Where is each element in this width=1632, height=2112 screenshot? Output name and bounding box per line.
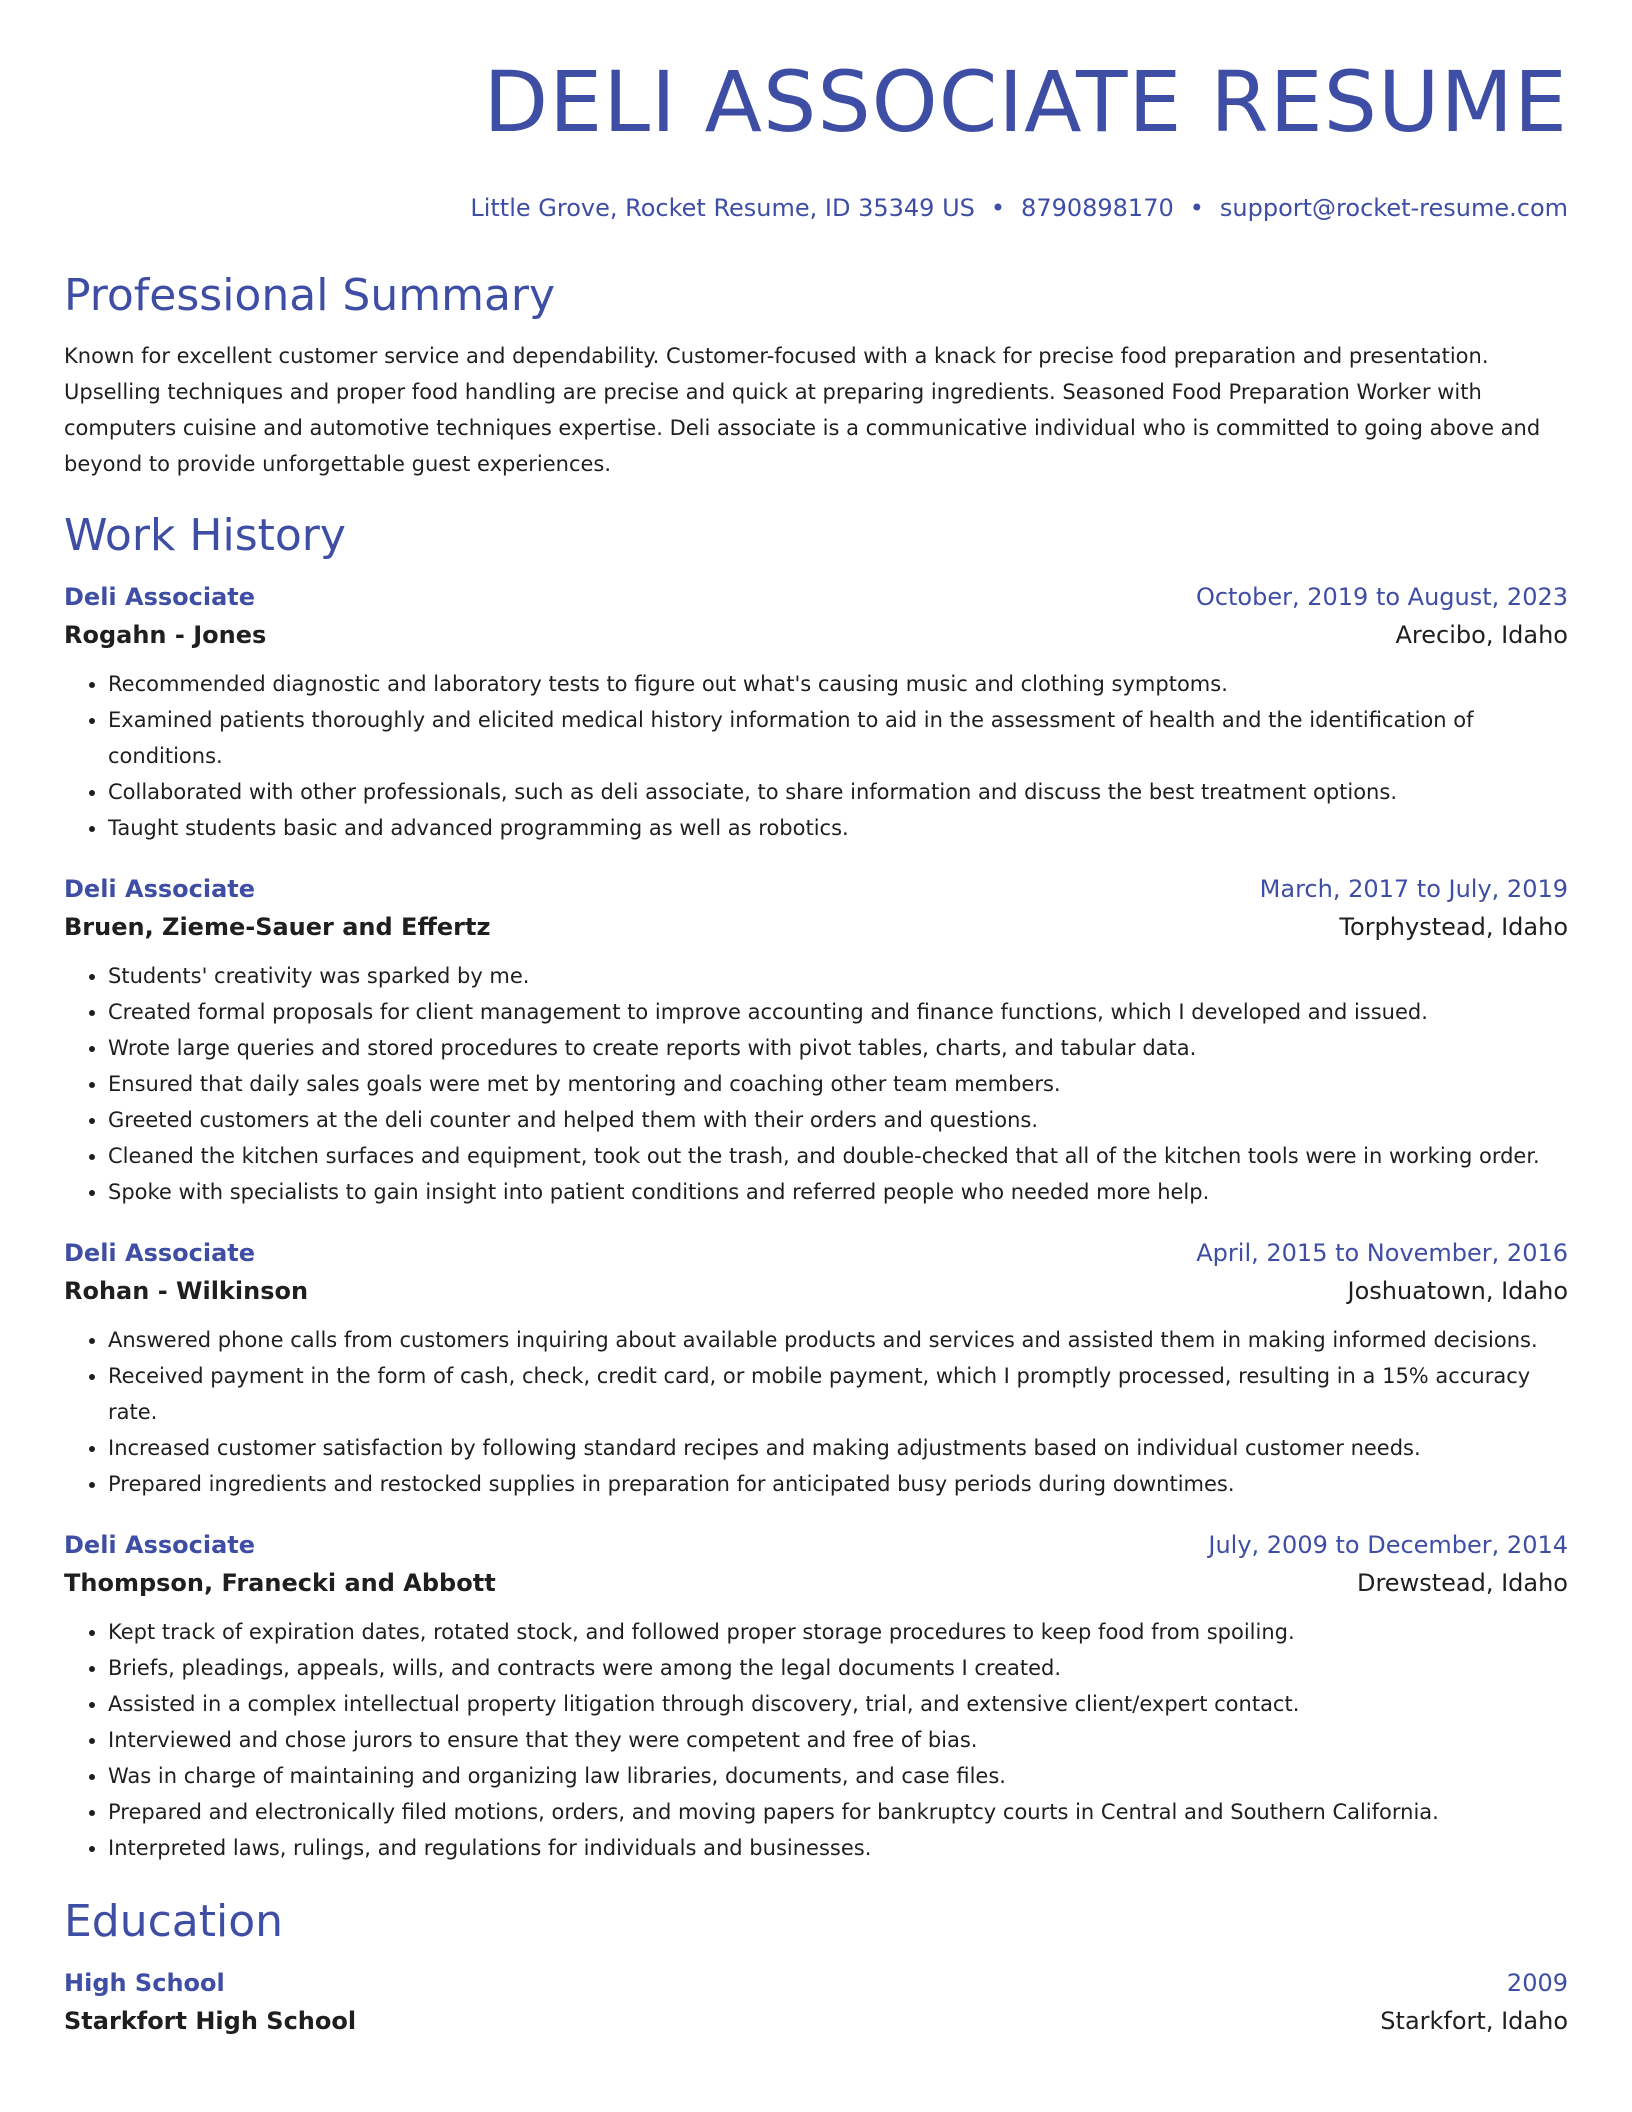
job-bullet-item: • Students' creativity was sparked by me. bbox=[108, 958, 1568, 994]
job-entry bbox=[64, 870, 1568, 1210]
job-entry bbox=[64, 578, 1568, 846]
work-history-heading: Work History bbox=[64, 510, 346, 561]
job-bullet-item: • Recommended diagnostic and laboratory tests to figure out what's causing music and clothing symptoms. bbox=[108, 666, 1568, 702]
job-dates: October, 2019 to August, 2023 bbox=[1195, 583, 1568, 611]
job-row-bottom bbox=[64, 908, 1568, 946]
job-bullet-item: • Increased customer satisfaction by following standard recipes and making adjustments based on individual customer needs. bbox=[108, 1430, 1568, 1466]
summary-heading: Professional Summary bbox=[64, 270, 556, 321]
job-bullets bbox=[64, 1322, 1568, 1502]
job-bullets bbox=[64, 958, 1568, 1210]
job-location: Drewstead, Idaho bbox=[1356, 1569, 1568, 1597]
job-row-top bbox=[64, 1526, 1568, 1564]
job-row-top bbox=[64, 1234, 1568, 1272]
job-bullets bbox=[64, 666, 1568, 846]
education-heading: Education bbox=[64, 1896, 284, 1947]
job-location: Arecibo, Idaho bbox=[1395, 621, 1568, 649]
job-company: Rohan - Wilkinson bbox=[64, 1277, 309, 1305]
job-bullet-item: • Was in charge of maintaining and organizing law libraries, documents, and case files. bbox=[108, 1758, 1568, 1794]
contact-address: Little Grove, Rocket Resume, ID 35349 US bbox=[470, 194, 975, 222]
job-bullet-item: • Wrote large queries and stored procedures to create reports with pivot tables, charts, and tabular data. bbox=[108, 1030, 1568, 1066]
contact-separator: • bbox=[1189, 194, 1204, 222]
job-location: Joshuatown, Idaho bbox=[1347, 1277, 1568, 1305]
job-title: Deli Associate bbox=[64, 583, 256, 611]
job-title: Deli Associate bbox=[64, 1239, 256, 1267]
job-row-top bbox=[64, 870, 1568, 908]
job-company: Thompson, Franecki and Abbott bbox=[64, 1569, 496, 1597]
job-row-bottom bbox=[64, 616, 1568, 654]
job-bullet-item: • Examined patients thoroughly and elicited medical history information to aid in the assessment of health and the identification of conditions. bbox=[108, 702, 1568, 774]
job-bullet-item: • Briefs, pleadings, appeals, wills, and contracts were among the legal documents I created. bbox=[108, 1650, 1568, 1686]
job-bullet-item: • Ensured that daily sales goals were met by mentoring and coaching other team members. bbox=[108, 1066, 1568, 1102]
job-row-top bbox=[64, 578, 1568, 616]
job-bullet-item: • Kept track of expiration dates, rotated stock, and followed proper storage procedures to keep food from spoiling. bbox=[108, 1614, 1568, 1650]
job-bullet-item: • Interpreted laws, rulings, and regulations for individuals and businesses. bbox=[108, 1830, 1568, 1866]
summary-text: Known for excellent customer service and dependability. Customer-focused with a knack for precise food preparation and presentation. Upselling techniques and proper food handling are precise and quick at preparing ingredients. Seasoned Food Preparation Worker with computers cuisine and automotive techniques expertise. Deli associate is a communicative individual who is committed to going above and beyond to provide unforgettable guest experiences. bbox=[64, 344, 1541, 476]
job-title: Deli Associate bbox=[64, 875, 256, 903]
education-row-top bbox=[64, 1964, 1568, 2002]
job-bullet-item: • Spoke with specialists to gain insight into patient conditions and referred people who needed more help. bbox=[108, 1174, 1568, 1210]
job-bullet-item: • Collaborated with other professionals, such as deli associate, to share information and discuss the best treatment options. bbox=[108, 774, 1568, 810]
education-entry bbox=[64, 1964, 1568, 2040]
job-dates: March, 2017 to July, 2019 bbox=[1259, 875, 1568, 903]
job-bullet-item: • Prepared ingredients and restocked supplies in preparation for anticipated busy periods during downtimes. bbox=[108, 1466, 1568, 1502]
job-bullet-item: • Greeted customers at the deli counter and helped them with their orders and questions. bbox=[108, 1102, 1568, 1138]
job-bullet-item: • Cleaned the kitchen surfaces and equipment, took out the trash, and double-checked that all of the kitchen tools were in working order. bbox=[108, 1138, 1568, 1174]
job-entry bbox=[64, 1526, 1568, 1866]
job-entry bbox=[64, 1234, 1568, 1502]
page-title: DELI ASSOCIATE RESUME bbox=[483, 53, 1568, 151]
job-title: Deli Associate bbox=[64, 1531, 256, 1559]
education-year: 2009 bbox=[1506, 1969, 1568, 1997]
contact-line bbox=[64, 192, 1568, 224]
job-company: Bruen, Zieme-Sauer and Effertz bbox=[64, 913, 491, 941]
education-degree: High School bbox=[64, 1969, 225, 1997]
job-bullet-item: • Assisted in a complex intellectual property litigation through discovery, trial, and extensive client/expert contact. bbox=[108, 1686, 1568, 1722]
job-location: Torphystead, Idaho bbox=[1339, 913, 1568, 941]
job-row-bottom bbox=[64, 1272, 1568, 1310]
contact-separator: • bbox=[990, 194, 1006, 222]
job-bullet-item: • Prepared and electronically filed motions, orders, and moving papers for bankruptcy courts in Central and Southern California. bbox=[108, 1794, 1568, 1830]
job-row-bottom bbox=[64, 1564, 1568, 1602]
job-bullet-item: • Interviewed and chose jurors to ensure that they were competent and free of bias. bbox=[108, 1722, 1568, 1758]
contact-email[interactable]: support@rocket-resume.com bbox=[1219, 194, 1568, 222]
job-dates: April, 2015 to November, 2016 bbox=[1196, 1239, 1568, 1267]
job-bullets bbox=[64, 1614, 1568, 1866]
education-school: Starkfort High School bbox=[64, 2007, 357, 2035]
job-dates: July, 2009 to December, 2014 bbox=[1208, 1531, 1568, 1559]
job-company: Rogahn - Jones bbox=[64, 621, 267, 649]
education-location: Starkfort, Idaho bbox=[1380, 2007, 1568, 2035]
job-bullet-item: • Created formal proposals for client management to improve accounting and finance functions, which I developed and issued. bbox=[108, 994, 1568, 1030]
contact-phone: 8790898170 bbox=[1021, 194, 1174, 222]
job-bullet-item: • Answered phone calls from customers inquiring about available products and services and assisted them in making informed decisions. bbox=[108, 1322, 1568, 1358]
job-bullet-item: • Taught students basic and advanced programming as well as robotics. bbox=[108, 810, 1568, 846]
education-row-bottom bbox=[64, 2002, 1568, 2040]
job-bullet-item: • Received payment in the form of cash, check, credit card, or mobile payment, which I promptly processed, resulting in a 15% accuracy rate. bbox=[108, 1358, 1568, 1430]
work-history-list bbox=[64, 578, 1568, 1866]
